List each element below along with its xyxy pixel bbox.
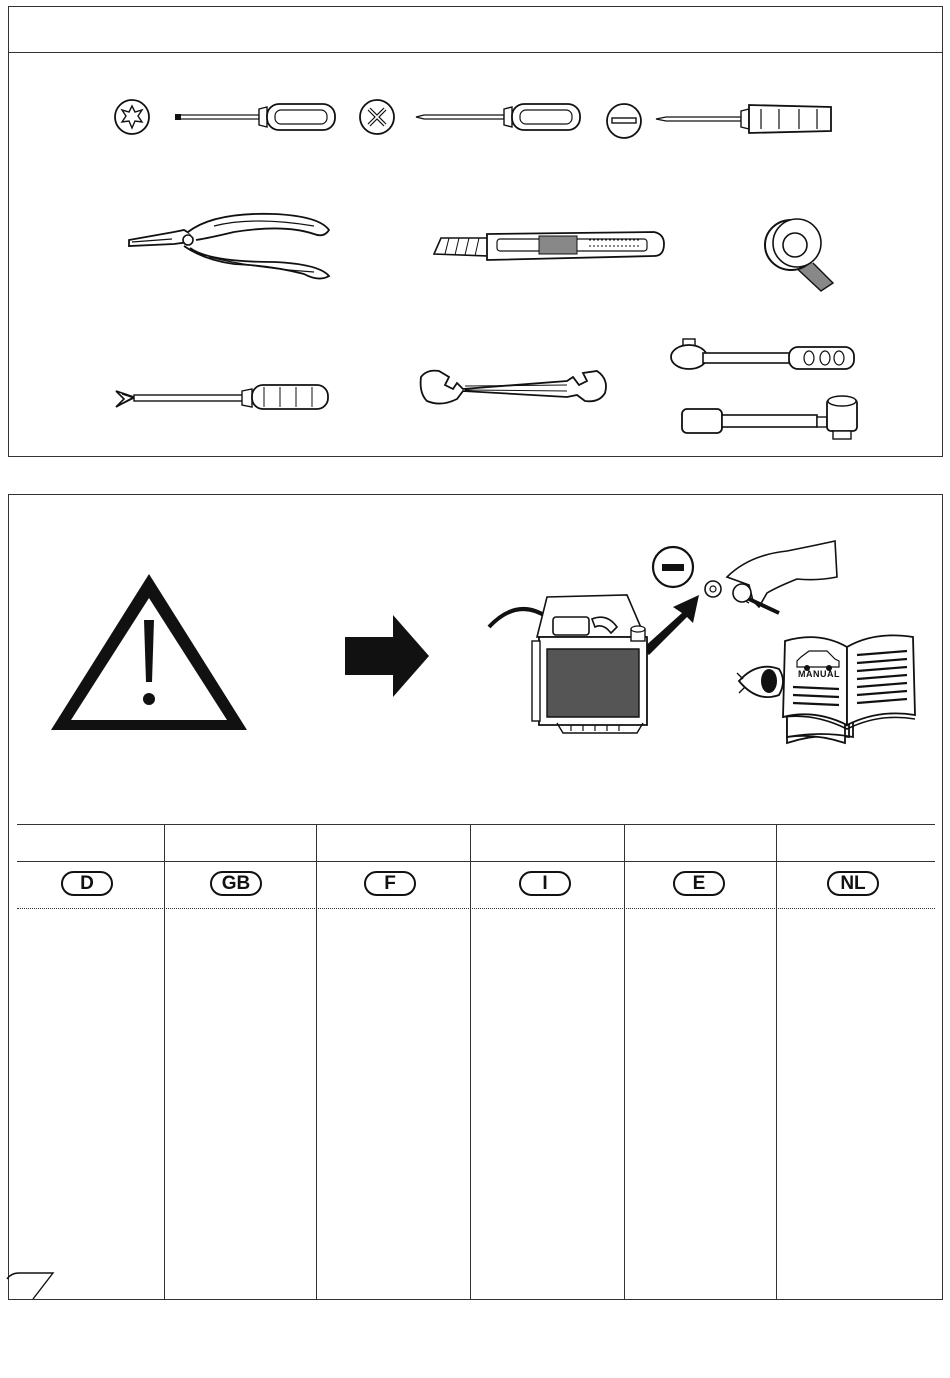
warning-panel bbox=[8, 494, 943, 1300]
language-badge-gb: GB bbox=[210, 871, 262, 896]
tools-panel bbox=[8, 6, 943, 457]
socket-extension-icon bbox=[677, 391, 872, 446]
column-divider bbox=[776, 824, 777, 1299]
tools-header bbox=[9, 7, 942, 53]
flat-screwdriver-icon bbox=[601, 99, 836, 139]
torx-screwdriver-icon bbox=[109, 97, 359, 137]
column-divider bbox=[164, 824, 165, 1299]
language-badge-e: E bbox=[673, 871, 725, 896]
warning-triangle-icon bbox=[47, 570, 252, 735]
language-badge-i: I bbox=[519, 871, 571, 896]
phillips-screwdriver-icon bbox=[354, 97, 589, 137]
insulating-tape-icon bbox=[761, 213, 841, 298]
table-dotted-rule bbox=[17, 908, 935, 909]
column-divider bbox=[470, 824, 471, 1299]
right-arrow-icon bbox=[345, 615, 430, 697]
pliers-icon bbox=[124, 202, 334, 282]
table-top-rule bbox=[17, 824, 935, 825]
language-badge-nl: NL bbox=[827, 871, 879, 896]
language-badge-d: D bbox=[61, 871, 113, 896]
table-header-rule bbox=[17, 861, 935, 862]
utility-knife-icon bbox=[429, 224, 669, 264]
trim-removal-tool-icon bbox=[114, 377, 334, 417]
column-divider bbox=[316, 824, 317, 1299]
page-corner-mark bbox=[7, 1269, 57, 1301]
language-badge-f: F bbox=[364, 871, 416, 896]
manual-book-icon bbox=[779, 631, 919, 731]
column-divider bbox=[624, 824, 625, 1299]
open-end-wrench-icon bbox=[417, 367, 612, 409]
manual-label: MANUAL bbox=[798, 669, 840, 679]
ratchet-wrench-icon bbox=[667, 335, 862, 380]
